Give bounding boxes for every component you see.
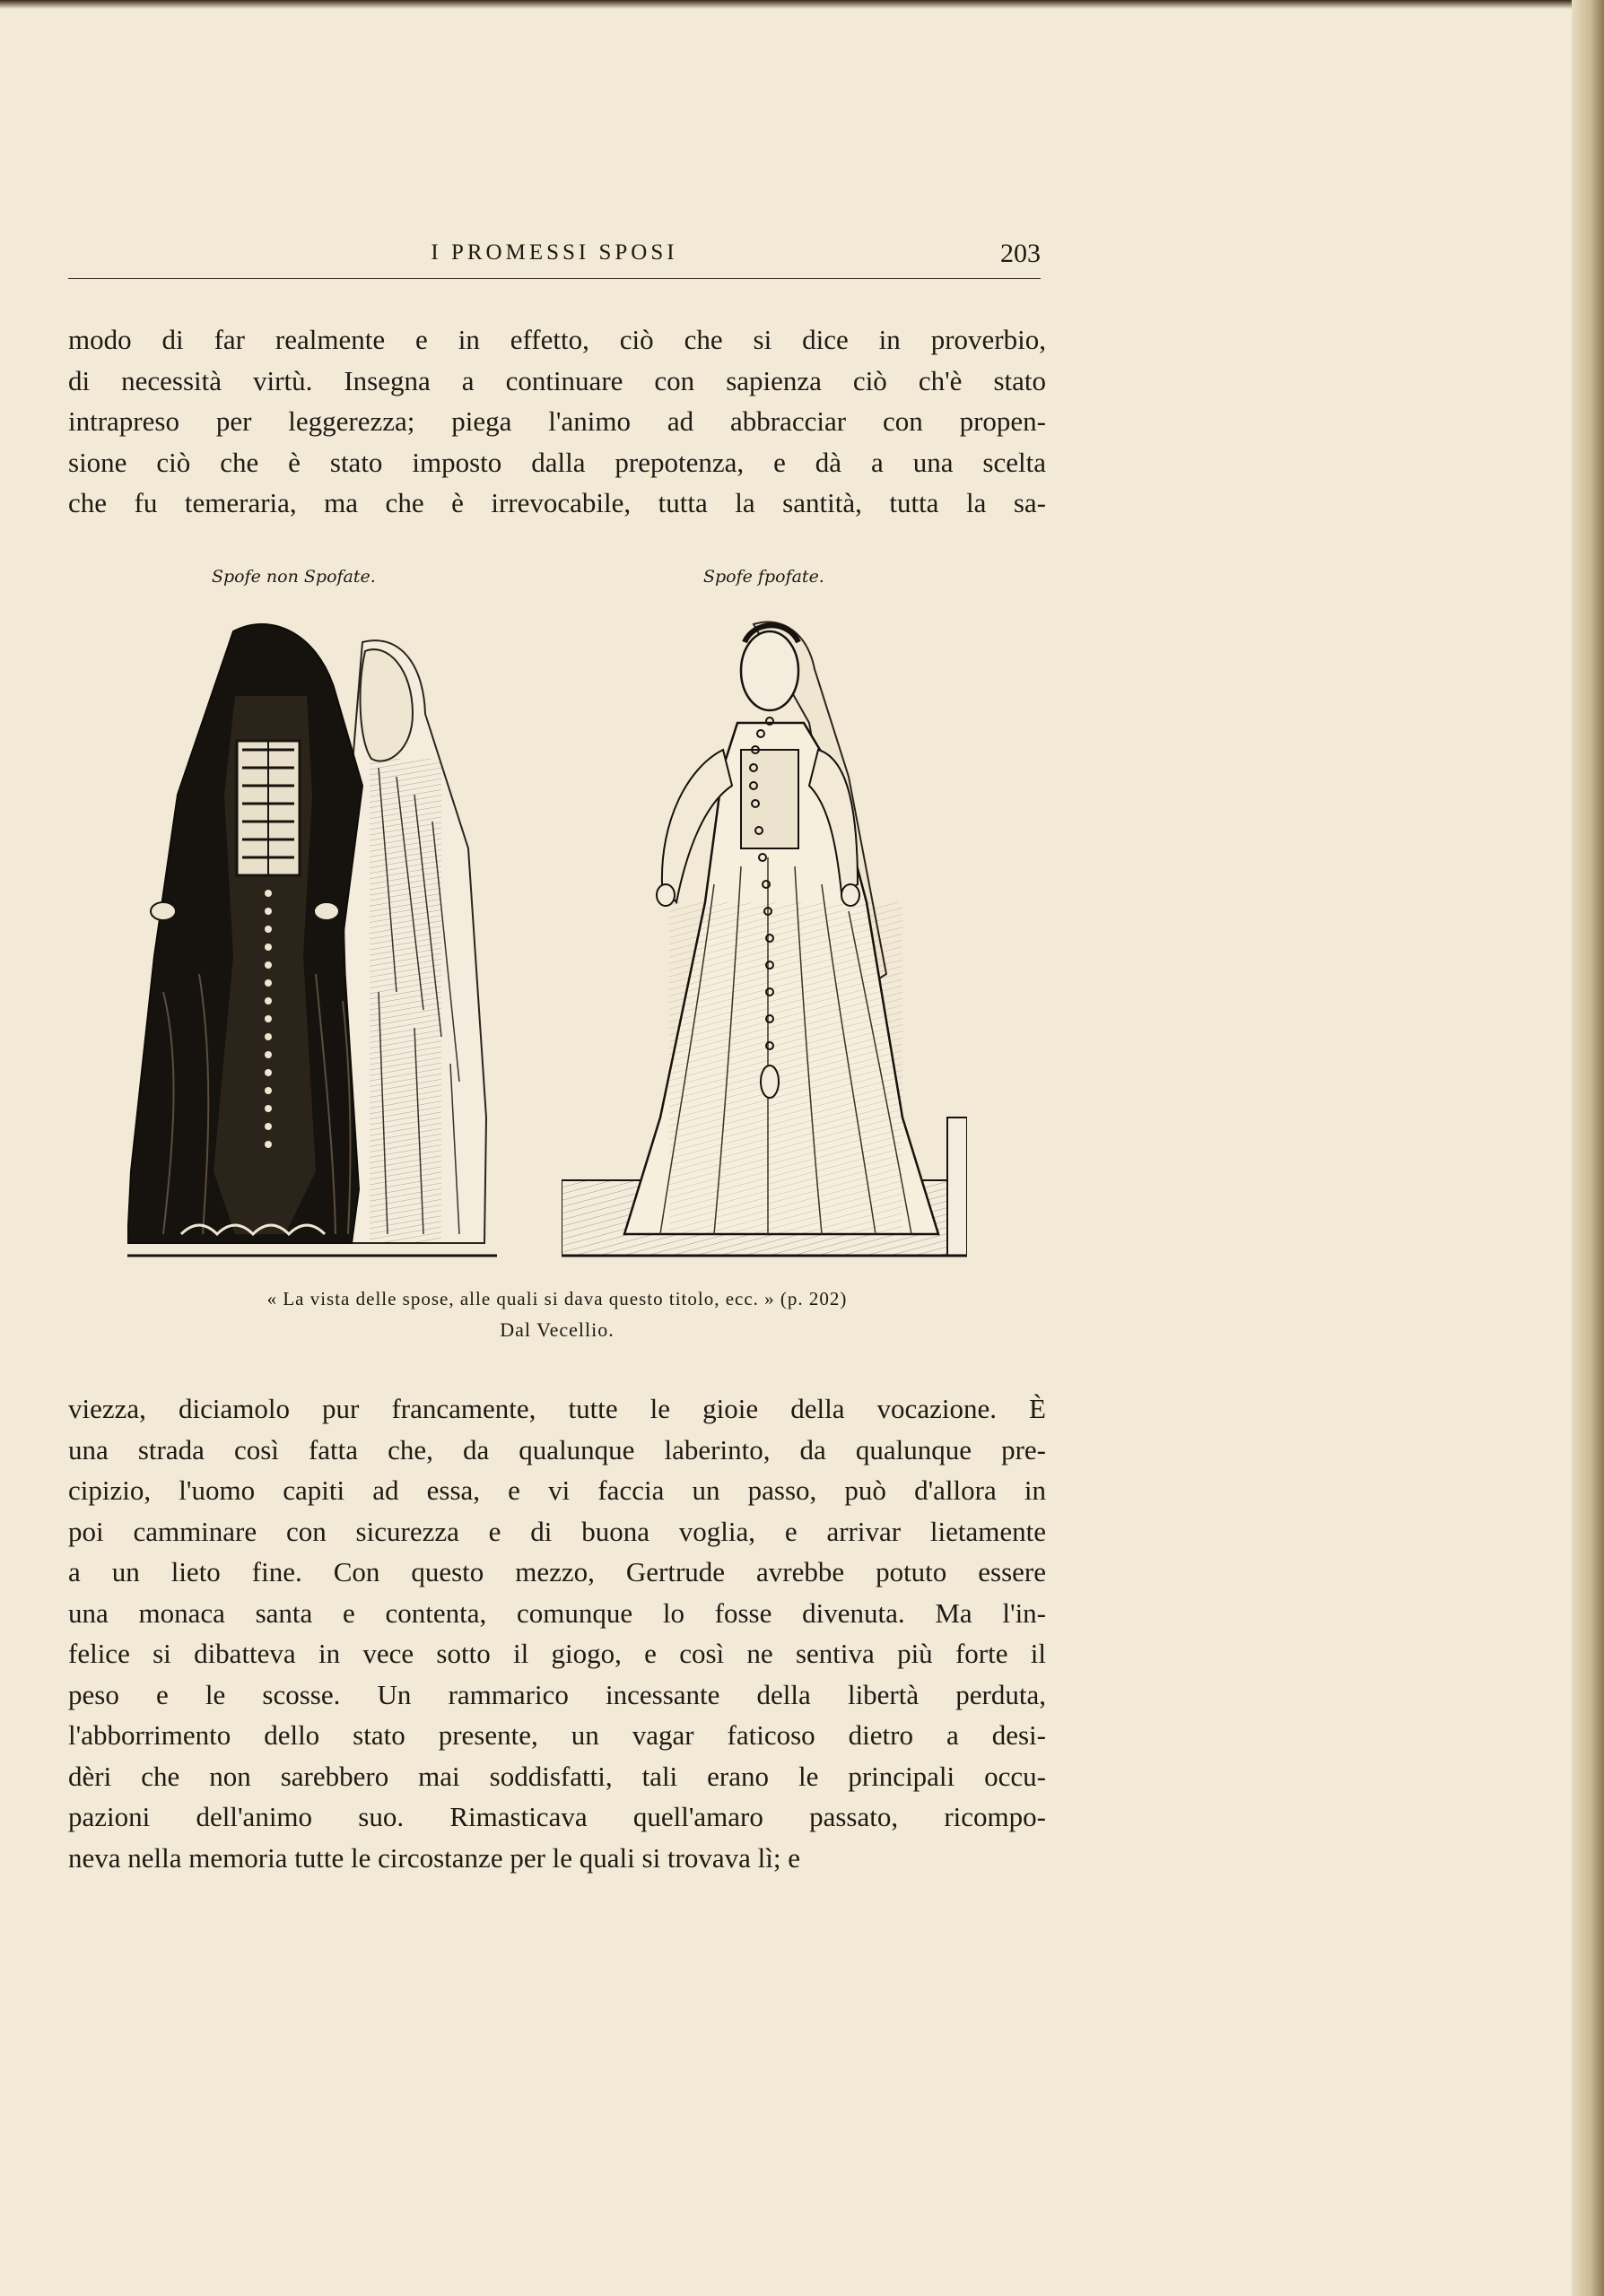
text-line: pazioni dell'animo suo. Rimasticava quell'amaro passato, ricompo- [68,1801,1046,1832]
page-top-edge [0,0,1604,9]
text-line: modo di far realmente e in effetto, ciò che si dice in proverbio, [68,324,1046,355]
text-block-bottom [68,1388,1046,1878]
text-line: poi camminare con sicurezza e di buona voglia, e arrivar lietamente [68,1515,1046,1547]
page-header [68,235,1041,279]
figure-label-left: Spofe non Spofate. [212,567,376,587]
text-line: neva nella memoria tutte le circostanze per le quali si trovava lì; e [68,1841,800,1874]
figure-label-right: Spofe fpofate. [703,567,824,587]
figure-caption: « La vista delle spose, alle quali si dava questo titolo, ecc. » (p. 202) [266,1288,848,1309]
text-line: a un lieto fine. Con questo mezzo, Gertrude avrebbe potuto essere [68,1556,1046,1587]
woodcut-married-bride [562,615,967,1259]
woodcut-veiled-brides [127,615,497,1259]
page-gutter-edge [1572,0,1604,2296]
running-title: I PROMESSI SPOSI [431,240,678,265]
page-number: 203 [1000,239,1041,268]
text-line: dèri che non sarebbero mai soddisfatti, tali erano le principali occu- [68,1760,1046,1792]
text-line: una strada così fatta che, da qualunque laberinto, da qualunque pre- [68,1433,1046,1465]
figure-credit: Dal Vecellio. [500,1318,615,1341]
text-line: viezza, diciamolo pur francamente, tutte le gioie della vocazione. È [68,1393,1046,1424]
text-line: di necessità virtù. Insegna a continuare con sapienza ciò ch'è stato [68,364,1046,396]
text-line: che fu temeraria, ma che è irrevocabile, tutta la santità, tutta la sa- [68,487,1046,518]
text-line: felice si dibatteva in vece sotto il giogo, e così ne sentiva più forte il [68,1638,1046,1669]
text-line: l'abborrimento dello stato presente, un vagar faticoso dietro a desi- [68,1719,1046,1751]
text-line: una monaca santa e contenta, comunque lo fosse divenuta. Ma l'in- [68,1596,1046,1629]
text-line: peso e le scosse. Un rammarico incessante della libertà perduta, [68,1678,1046,1710]
text-line: cipizio, l'uomo capiti ad essa, e vi faccia un passo, può d'allora in [68,1474,1046,1506]
text-line: intrapreso per leggerezza; piega l'animo ad abbracciar con propen- [68,405,1046,437]
text-line: sione ciò che è stato imposto dalla prepotenza, e dà a una scelta [68,446,1046,478]
text-block-top [68,319,1046,524]
